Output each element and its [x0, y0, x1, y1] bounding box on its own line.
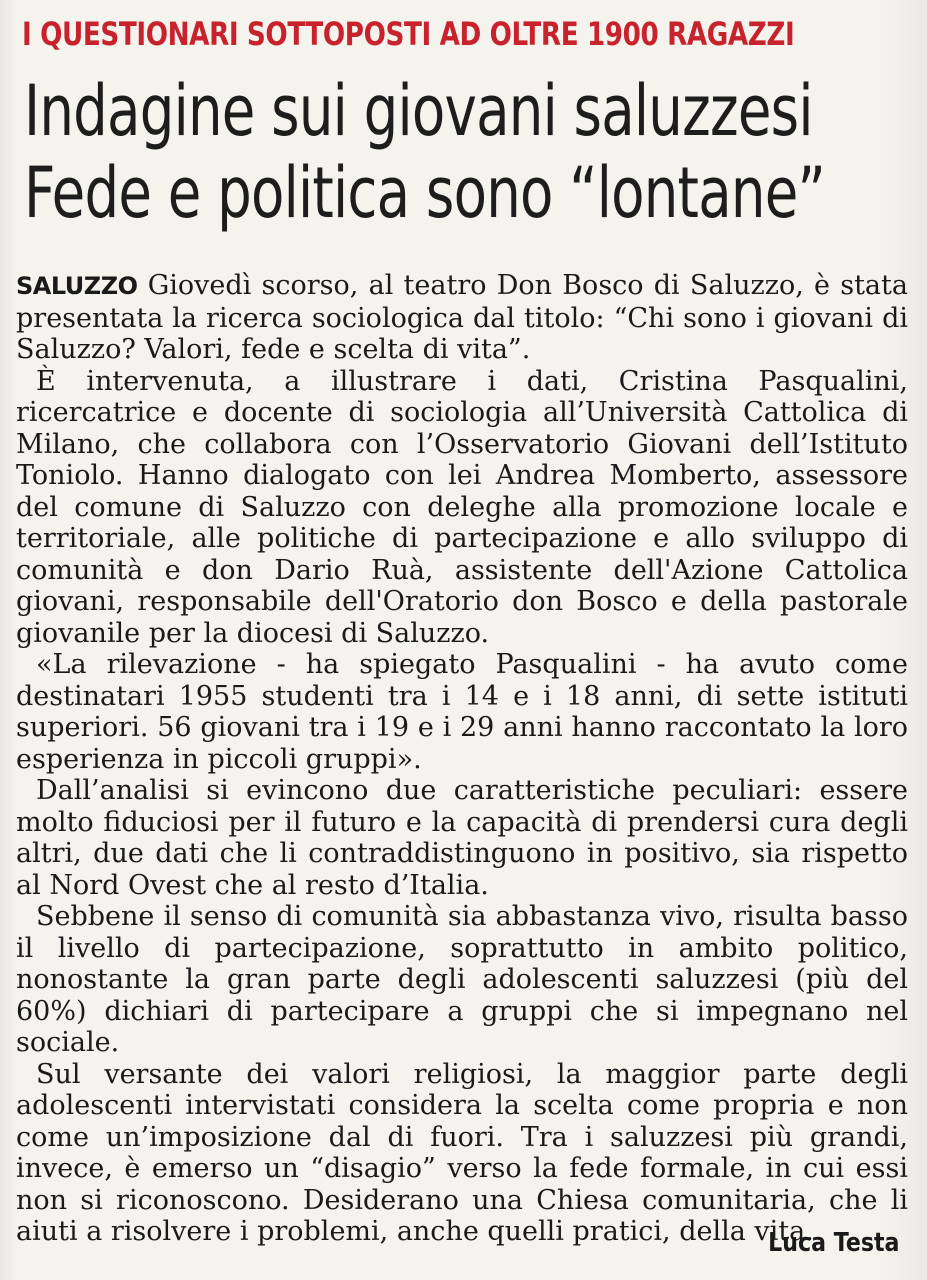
headline-line-2: Fede e politica sono “lontane” [24, 152, 826, 234]
headline-line-1: Indagine sui giovani saluzzesi [24, 70, 813, 152]
paragraph-6: Sul versante dei valori religiosi, la maggior parte degli adolescenti intervistati considera la scelta come propria e non come un’imposizione dal di fuori. Tra i saluzzesi più grandi, invece, è emerso un “disagio” verso la fede formale, in cui essi non si riconoscono. Desiderano una Chiesa comunitaria, che li aiuti a risolvere i problemi, anche quelli pratici, della vita. [16, 1058, 908, 1247]
paragraph-2: È intervenuta, a illustrare i dati, Cristina Pasqualini, ricercatrice e docente di sociologia all’Università Cattolica di Milano, che collabora con l’Osservatorio Giovani dell’Istituto Toniolo. Hanno dialogato con lei Andrea Momberto, assessore del comune di Saluzzo con deleghe alla promozione locale e territoriale, alle politiche di partecipazione e allo sviluppo di comunità e don Dario Ruà, assistente dell'Azione Cattolica giovani, responsabile dell'Oratorio don Bosco e della pastorale giovanile per la diocesi di Saluzzo. [16, 365, 908, 649]
paragraph-1 [16, 270, 908, 366]
headline [24, 70, 825, 234]
paragraph-4: Dall’analisi si evincono due caratteristiche peculiari: essere molto fiduciosi per il futuro e la capacità di prendersi cura degli altri, due dati che li contraddistinguono in positivo, sia rispetto al Nord Ovest che al resto d’Italia. [16, 775, 908, 901]
dateline: SALUZZO [16, 272, 138, 300]
byline: Luca Testa [767, 1228, 899, 1258]
paragraph-5: Sebbene il senso di comunità sia abbastanza vivo, risulta basso il livello di partecipazione, soprattutto in ambito politico, nonostante la gran parte degli adolescenti saluzzesi (più del 60%) dichiari di partecipare a gruppi che si impegnano nel sociale. [16, 901, 908, 1058]
paragraph-3: «La rilevazione - ha spiegato Pasqualini - ha avuto come destinatari 1955 studenti tra i 14 e i 18 anni, di sette istituti superiori. 56 giovani tra i 19 e i 29 anni hanno raccontato la loro esperienza in piccoli gruppi». [16, 649, 908, 775]
kicker: I QUESTIONARI SOTTOPOSTI AD OLTRE 1900 RAGAZZI [22, 15, 795, 53]
paragraph-1-text: Giovedì scorso, al teatro Don Bosco di Saluzzo, è stata presentata la ricerca sociologica dal titolo: “Chi sono i giovani di Saluzzo? Valori, fede e scelta di vita”. [16, 270, 908, 365]
article-body [16, 270, 908, 1248]
